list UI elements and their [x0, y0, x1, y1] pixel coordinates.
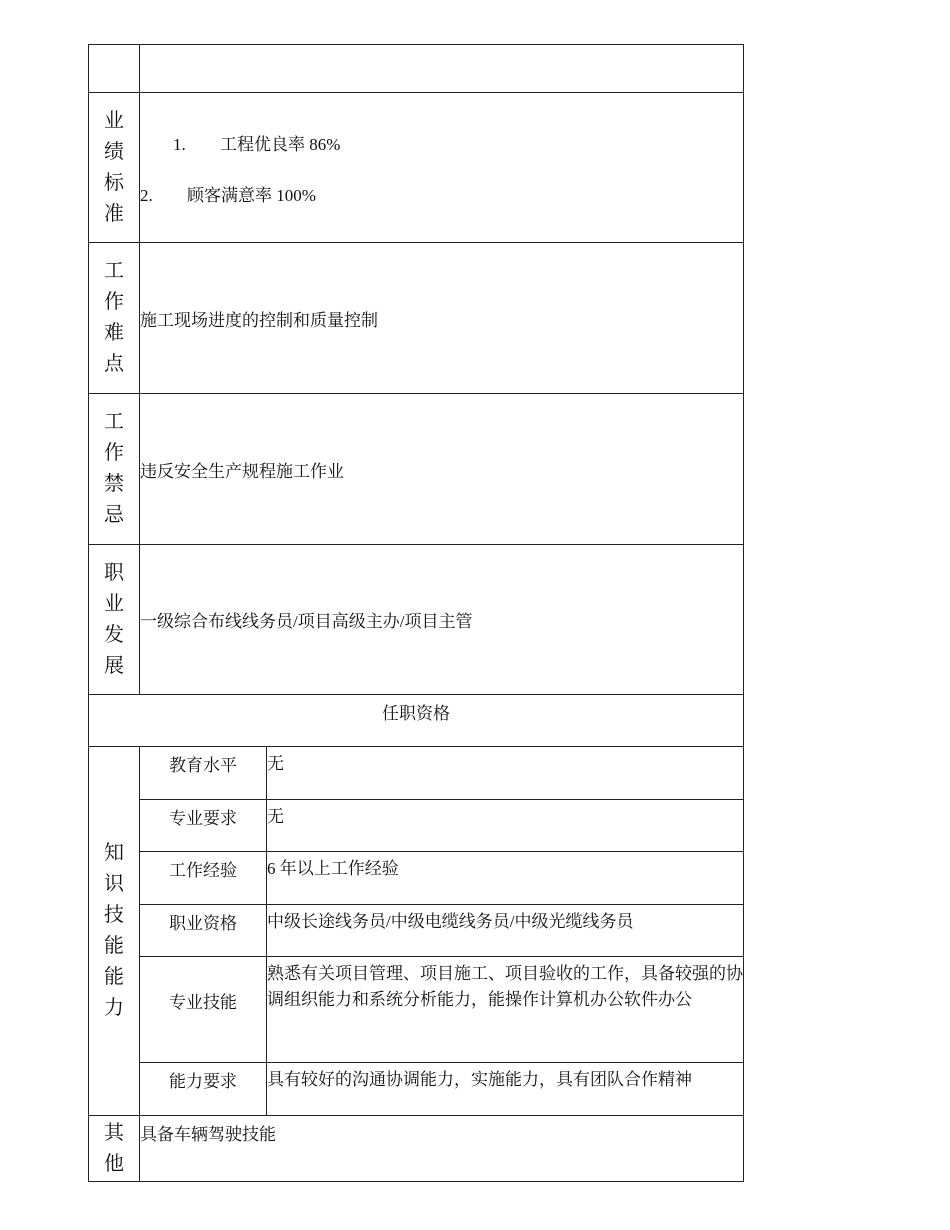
list-text: 顾客满意率 100%	[187, 185, 316, 205]
career-content: 一级综合布线线务员/项目高级主办/项目主管	[140, 545, 744, 695]
education-label: 教育水平	[140, 747, 267, 800]
job-description-table	[88, 44, 744, 1182]
list-item	[140, 130, 743, 155]
knowledge-row	[89, 1063, 744, 1116]
certificate-label: 职业资格	[140, 905, 267, 957]
other-label: 其 他	[89, 1116, 140, 1182]
other-row	[89, 1116, 744, 1182]
knowledge-row	[89, 800, 744, 852]
performance-content	[140, 93, 744, 243]
difficulty-content: 施工现场进度的控制和质量控制	[140, 243, 744, 394]
knowledge-row	[89, 852, 744, 905]
list-text: 工程优良率 86%	[220, 134, 341, 154]
skill-label: 专业技能	[140, 957, 267, 1063]
knowledge-row	[89, 747, 744, 800]
education-value: 无	[267, 747, 744, 800]
ability-value: 具有较好的沟通协调能力，实施能力，具有团队合作精神	[267, 1063, 744, 1116]
taboo-row	[89, 394, 744, 545]
difficulty-row	[89, 243, 744, 394]
major-value: 无	[267, 800, 744, 852]
qualification-header-row	[89, 695, 744, 747]
performance-label: 业 绩 标 准	[89, 93, 140, 243]
experience-value: 6 年以上工作经验	[267, 852, 744, 905]
list-number: 1.	[173, 134, 186, 154]
ability-label: 能力要求	[140, 1063, 267, 1116]
career-row	[89, 545, 744, 695]
certificate-value: 中级长途线务员/中级电缆线务员/中级光缆线务员	[267, 905, 744, 957]
other-content: 具备车辆驾驶技能	[140, 1116, 744, 1182]
empty-content-cell	[140, 45, 744, 93]
performance-row	[89, 93, 744, 243]
difficulty-label: 工 作 难 点	[89, 243, 140, 394]
knowledge-label: 知 识 技 能 能 力	[89, 747, 140, 1116]
list-item	[140, 181, 743, 206]
knowledge-row	[89, 957, 744, 1063]
experience-label: 工作经验	[140, 852, 267, 905]
list-number: 2.	[140, 185, 153, 205]
knowledge-row	[89, 905, 744, 957]
skill-value: 熟悉有关项目管理、项目施工、项目验收的工作，具备较强的协调组织能力和系统分析能力，能操作计算机办公软件办公	[267, 957, 744, 1063]
qualification-header: 任职资格	[89, 695, 744, 747]
major-label: 专业要求	[140, 800, 267, 852]
empty-label-cell	[89, 45, 140, 93]
taboo-label: 工 作 禁 忌	[89, 394, 140, 545]
career-label: 职 业 发 展	[89, 545, 140, 695]
empty-header-row	[89, 45, 744, 93]
taboo-content: 违反安全生产规程施工作业	[140, 394, 744, 545]
